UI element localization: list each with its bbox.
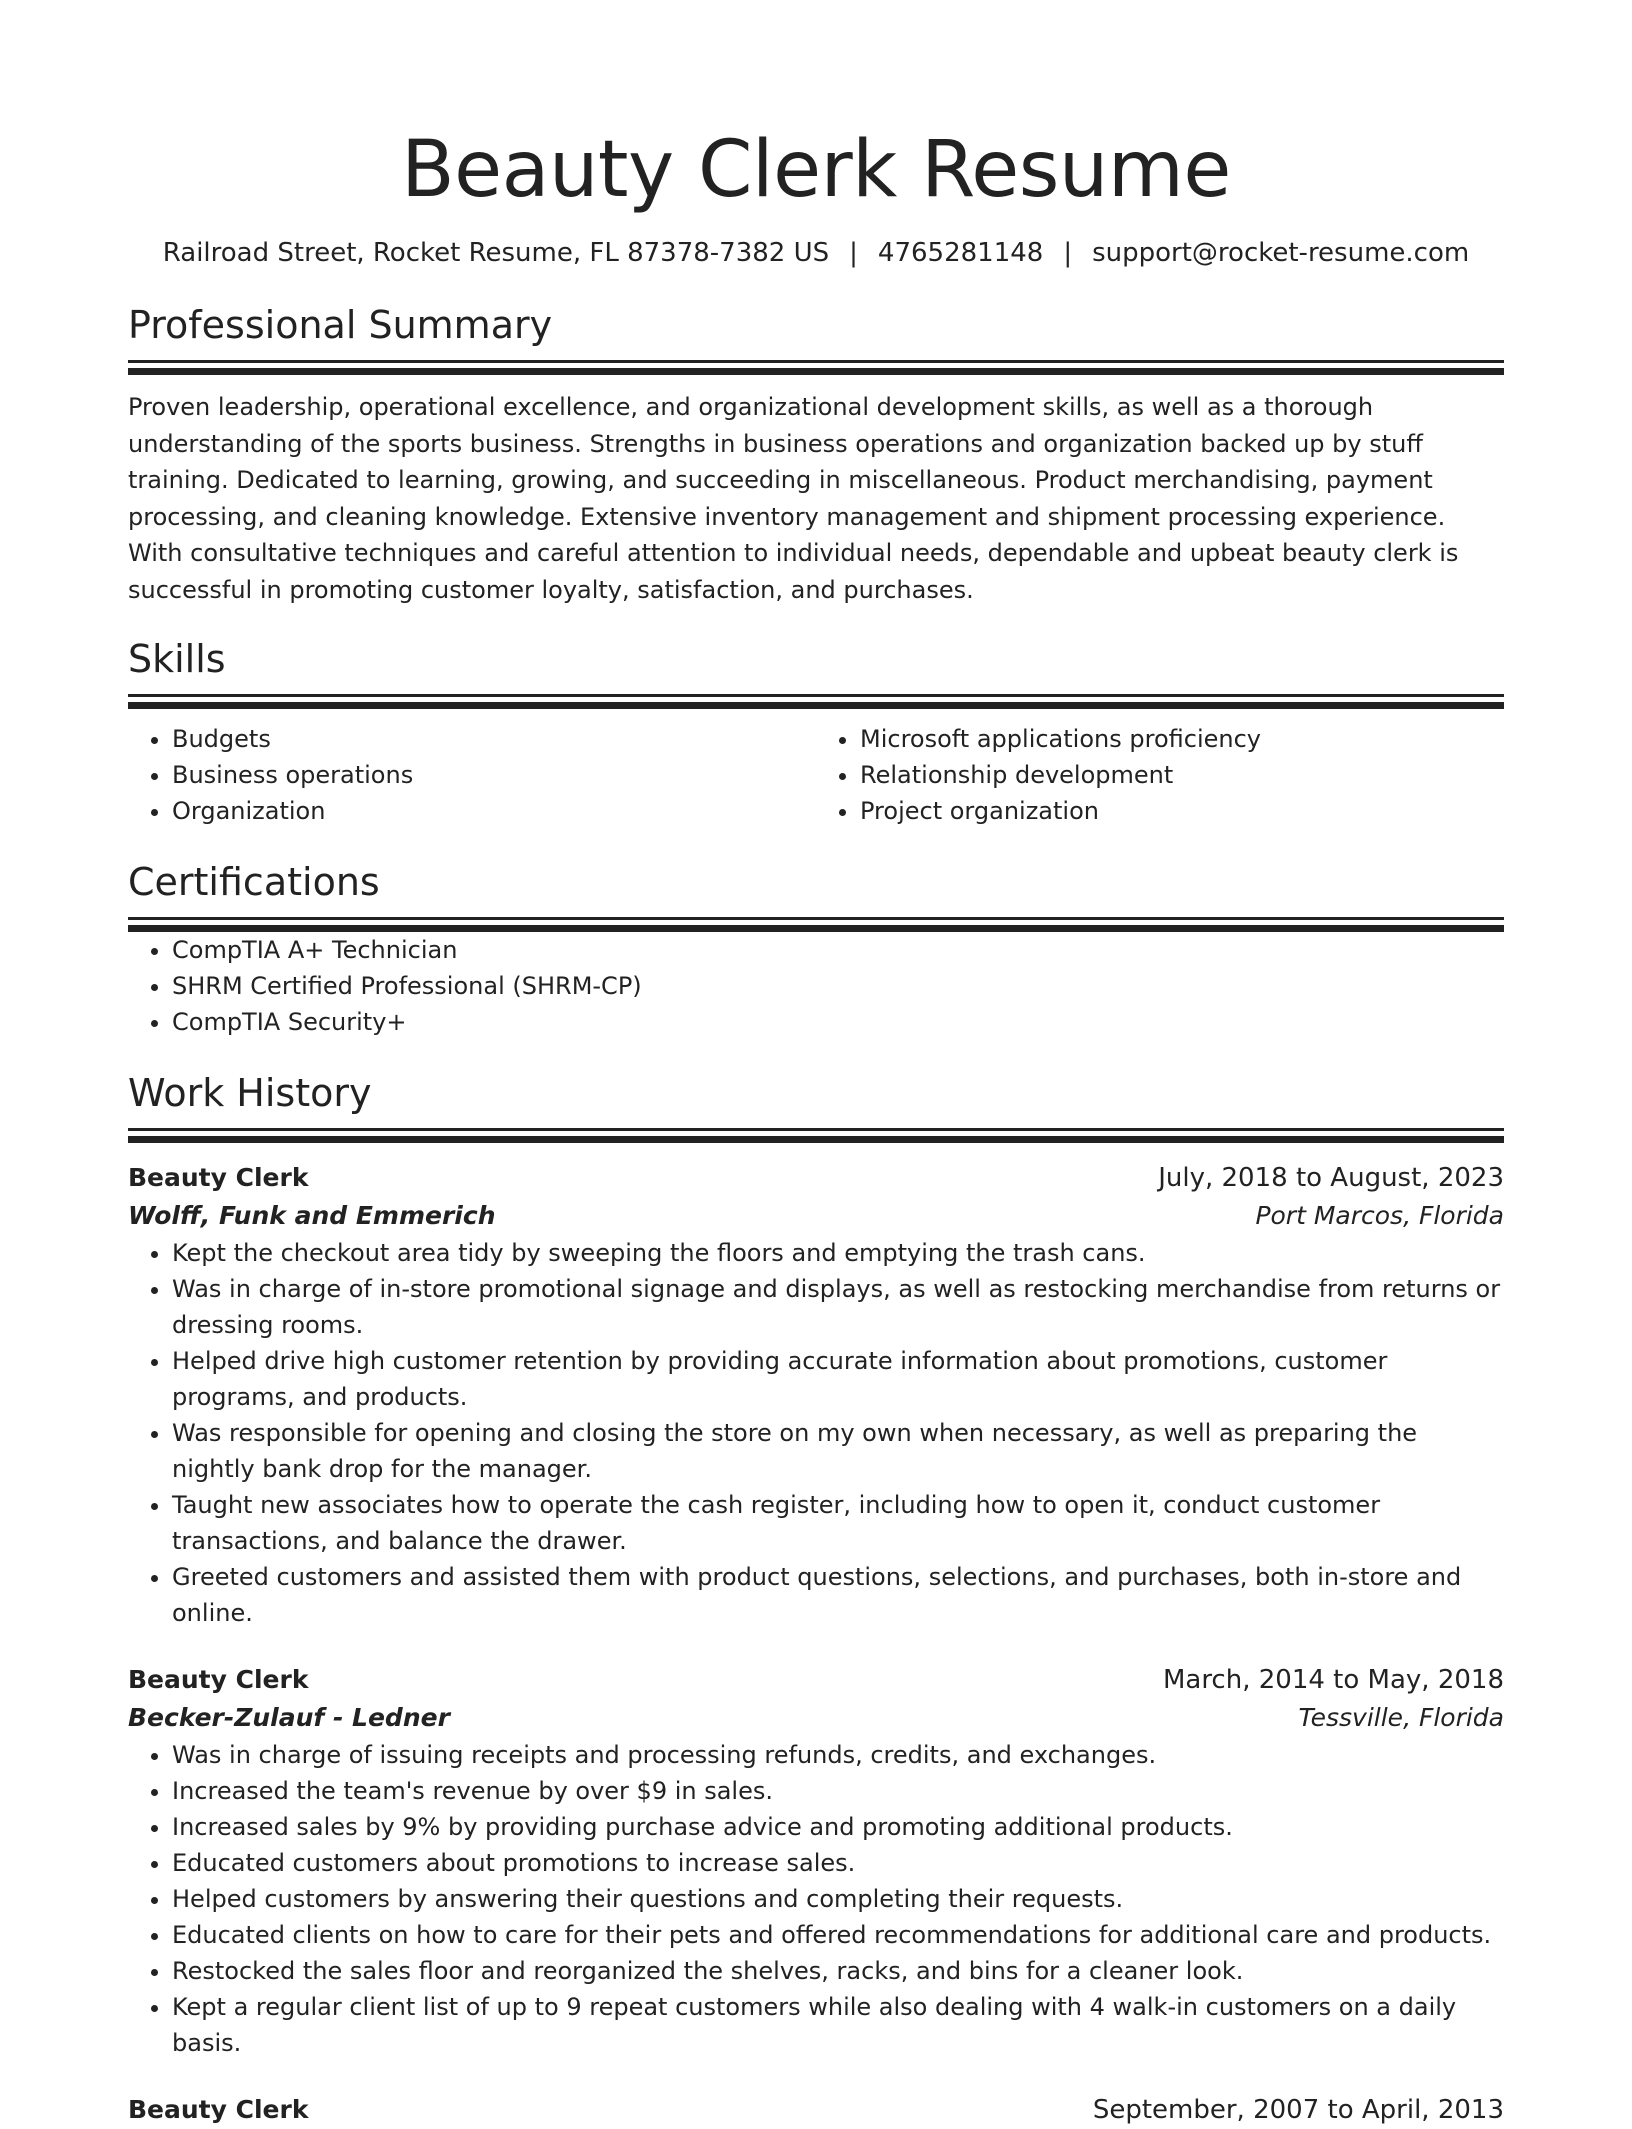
job-header-row <box>128 2091 1504 2129</box>
job-bullet: • Kept a regular client list of up to 9 repeat customers while also dealing with 4 walk-in customers on a daily basis. <box>172 1989 1504 2061</box>
skill-item: • Microsoft applications proficiency <box>860 721 1504 757</box>
job-title: Beauty Clerk <box>128 1163 309 1192</box>
work-history-section <box>128 1068 1504 2129</box>
resume-title: Beauty Clerk Resume <box>401 125 1231 215</box>
job-title: Beauty Clerk <box>128 1665 309 1694</box>
skill-item: • Business operations <box>172 757 816 793</box>
skill-item: • Budgets <box>172 721 816 757</box>
section-rule-thin <box>128 360 1504 363</box>
job-bullet: • Educated clients on how to care for their pets and offered recommendations for additional care and products. <box>172 1917 1504 1953</box>
job-header-row <box>128 1661 1504 1699</box>
skill-item: • Project organization <box>860 793 1504 829</box>
job-bullet: • Increased the team's revenue by over $9 in sales. <box>172 1773 1504 1809</box>
job-dates: March, 2014 to May, 2018 <box>1162 1665 1504 1695</box>
section-rule-thick <box>128 702 1504 709</box>
job-subheader-row <box>128 1699 1504 1737</box>
section-rule-thin <box>128 1128 1504 1131</box>
certification-item: • CompTIA Security+ <box>172 1004 1504 1040</box>
contact-separator: | <box>1063 238 1073 268</box>
job-title: Beauty Clerk <box>128 2095 309 2124</box>
job-bullet: • Increased sales by 9% by providing purchase advice and promoting additional products. <box>172 1809 1504 1845</box>
job-location: Port Marcos, Florida <box>1255 1201 1504 1230</box>
work-history-heading: Work History <box>128 1071 372 1115</box>
job-location: Tessville, Florida <box>1298 1703 1504 1732</box>
summary-section <box>128 300 1504 608</box>
skills-list-right <box>816 721 1504 829</box>
job-bullets <box>128 1235 1504 1631</box>
contact-line <box>128 236 1504 270</box>
resume-page <box>128 0 1504 2129</box>
certifications-heading: Certifications <box>128 860 380 904</box>
section-rule-thin <box>128 917 1504 920</box>
skill-item: • Organization <box>172 793 816 829</box>
section-rule-thick <box>128 925 1504 932</box>
contact-separator: | <box>849 238 858 268</box>
job-bullet: • Was in charge of in-store promotional signage and displays, as well as restocking merchandise from returns or dressing rooms. <box>172 1271 1504 1343</box>
job-entry <box>128 1661 1504 2061</box>
job-bullet: • Taught new associates how to operate the cash register, including how to open it, conduct customer transactions, and balance the drawer. <box>172 1487 1504 1559</box>
section-rule-thin <box>128 694 1504 697</box>
certifications-section <box>128 857 1504 1040</box>
job-dates: September, 2007 to April, 2013 <box>1092 2095 1504 2125</box>
skills-list-left <box>128 721 816 829</box>
job-bullet: • Restocked the sales floor and reorganized the shelves, racks, and bins for a cleaner look. <box>172 1953 1504 1989</box>
job-bullets <box>128 1737 1504 2061</box>
contact-phone: 4765281148 <box>877 238 1044 268</box>
job-bullet: • Was responsible for opening and closing the store on my own when necessary, as well as preparing the nightly bank drop for the manager. <box>172 1415 1504 1487</box>
certifications-list <box>128 932 1504 1040</box>
skills-grid <box>128 721 1504 829</box>
job-header-row <box>128 1159 1504 1197</box>
job-bullet: • Educated customers about promotions to increase sales. <box>172 1845 1504 1881</box>
section-rule-thick <box>128 368 1504 375</box>
certification-item: • SHRM Certified Professional (SHRM-CP) <box>172 968 1504 1004</box>
job-entry <box>128 2091 1504 2129</box>
job-bullet: • Was in charge of issuing receipts and processing refunds, credits, and exchanges. <box>172 1737 1504 1773</box>
skill-item: • Relationship development <box>860 757 1504 793</box>
job-entry <box>128 1159 1504 1631</box>
job-company: Wolff, Funk and Emmerich <box>128 1201 496 1230</box>
contact-address: Railroad Street, Rocket Resume, FL 87378-7382 US <box>162 238 830 268</box>
job-dates: July, 2018 to August, 2023 <box>1158 1163 1504 1193</box>
skills-section <box>128 634 1504 829</box>
job-bullet: • Helped drive high customer retention by providing accurate information about promotions, customer programs, and products. <box>172 1343 1504 1415</box>
skills-heading: Skills <box>128 637 226 681</box>
section-rule-thick <box>128 1136 1504 1143</box>
summary-heading: Professional Summary <box>128 303 553 347</box>
contact-email: support@rocket-resume.com <box>1092 238 1470 268</box>
job-subheader-row <box>128 1197 1504 1235</box>
job-bullet: • Kept the checkout area tidy by sweeping the floors and emptying the trash cans. <box>172 1235 1504 1271</box>
certification-item: • CompTIA A+ Technician <box>172 932 1504 968</box>
summary-text: Proven leadership, operational excellence, and organizational development skills, as well as a thorough understanding of the sports business. Strengths in business operations and organization backed up by stuff training. Dedicated to learning, growing, and succeeding in miscellaneous. Product merchandising, payment processing, and cleaning knowledge. Extensive inventory management and shipment processing experience. With consultative techniques and careful attention to individual needs, dependable and upbeat beauty clerk is successful in promoting customer loyalty, satisfaction, and purchases. <box>128 393 1459 604</box>
job-bullet: • Helped customers by answering their questions and completing their requests. <box>172 1881 1504 1917</box>
job-company: Becker-Zulauf - Ledner <box>128 1703 450 1732</box>
job-bullet: • Greeted customers and assisted them with product questions, selections, and purchases, both in-store and online. <box>172 1559 1504 1631</box>
